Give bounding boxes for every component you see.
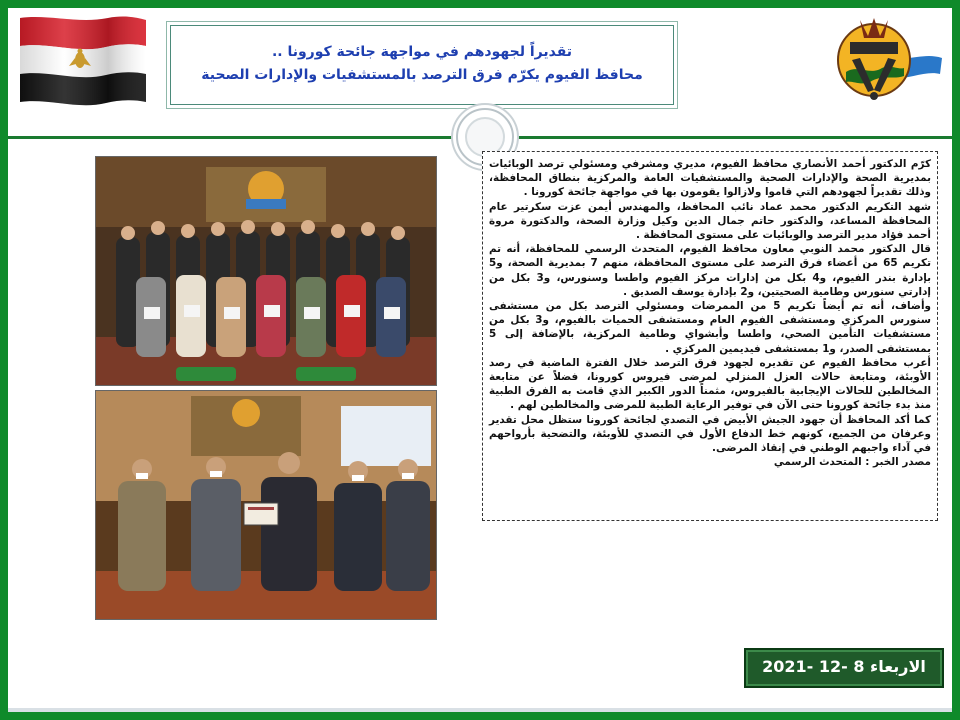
group-honoring-photo (95, 156, 437, 386)
article-text-box (482, 151, 938, 521)
page-content (8, 8, 952, 708)
date-badge (744, 648, 944, 688)
fayoum-governorate-logo (834, 12, 946, 104)
article-paragraph: كرّم الدكتور أحمد الأنصاري محافظ الفيوم، مديري ومشرفي ومسئولي ترصد الوبائيات بمديرية الصحة والإدارات الصحية والمستشفيات العامة والمركزية بنطاق المحافظة، وذلك تقديراً لجهودهم التي قاموا ولازالوا يقومون بها في مواجهة جائحة كورونا . (489, 158, 931, 199)
headline-line-1: تقديراً لجهودهم في مواجهة جائحة كورونا .. (271, 44, 573, 60)
article-paragraph: قال الدكتور محمد النوبي معاون محافظ الفيوم، المتحدث الرسمي للمحافظة، أنه تم تكريم 65 من أعضاء فرق الترصد على مستوى المحافظة، منهم 7 بمديرية الصحة، و5 بإدارة بندر الفيوم، و4 بكل من إدارات مركز الفيوم واطسا وسنورس، و3 بكل من إدارتي سنورس وطامية الصحيتين، و2 بإدارة يوسف الصديق . (489, 243, 932, 298)
certificate-handover-photo (95, 390, 437, 620)
article-paragraph: وأضاف، أنه تم أيضاً تكريم 5 من الممرضات ومسئولي الترصد بكل من مستشفى سنورس المركزي ومستشفى الفيوم العام ومستشفى الحميات بالفيوم، و3 بكل من مستشفيات التأمين الصحي، واطسا وأبشواي وطامية المركزية، بالإضافة إلى 5 بمستشفى الصدر، و1 بمستشفى فيديمين المركزي . (489, 300, 931, 355)
date-text: الاربعاء 8 -12 -2021 (762, 657, 926, 676)
article-source: مصدر الخبر : المتحدث الرسمي (773, 456, 931, 469)
article-paragraph: أعرب محافظ الفيوم عن تقديره لجهود فرق الترصد خلال الفترة الماضية في رصد الأوبئة، ومتابعة حالات العزل المنزلي لمرضى فيروس كورونا، فضلاً عن متابعة المخالطين للحالات الإيجابية بالفيروس، مثمناً الدور الكبير الذي قامت به الفرق الطبية منذ بدء جائحة كورونا حتى الآن في توفير الرعاية الطبية للمرضى والمخالطين لهم . (489, 356, 931, 412)
article-paragraph: شهد التكريم الدكتور محمد عماد نائب المحافظ، والمهندس أيمن عزت سكرتير عام المحافظة المساعد، والدكتور حاتم جمال الدين وكيل وزارة الصحة، والدكتورة مروة أحمد فؤاد مدير الترصد والوبائيات على مستوى المحافظة . (489, 200, 931, 242)
headline-box (170, 25, 674, 105)
headline-line-2: محافظ الفيوم يكرّم فرق الترصد بالمستشفيات والإدارات الصحية (201, 67, 643, 83)
page-frame (8, 8, 952, 712)
article-paragraph: كما أكد المحافظ أن جهود الجيش الأبيض في التصدي لجائحة كورونا ستظل محل تقدير وعرفان من الجميع، كونهم خط الدفاع الأول في التصدي للأوبئة، والتضحية بأرواحهم في آداء واجبهم الوطني في إنقاذ المرضى. (489, 413, 931, 455)
egypt-flag-icon (18, 14, 148, 106)
